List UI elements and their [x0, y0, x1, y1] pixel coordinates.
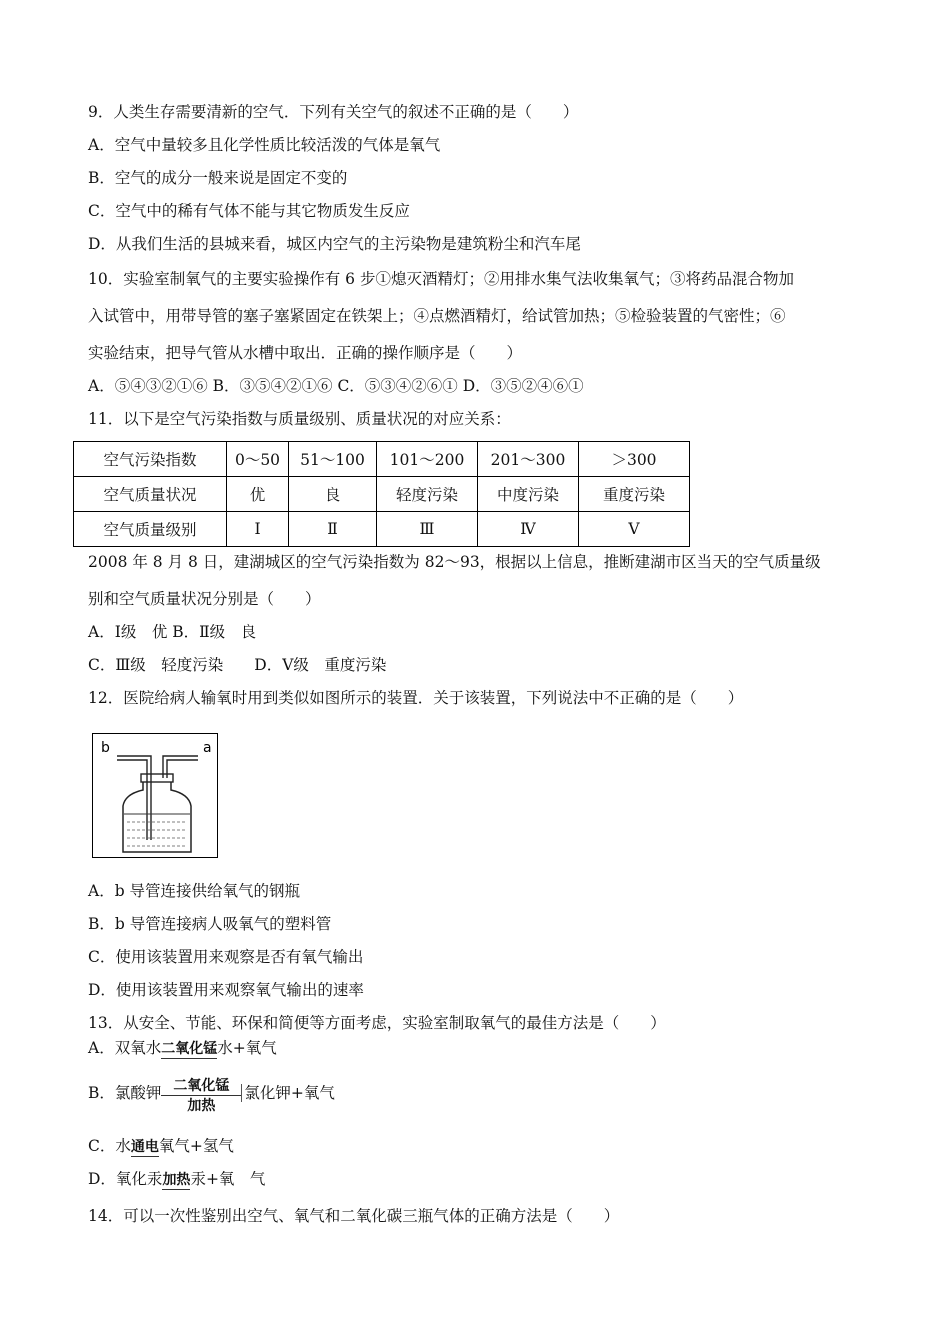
reactant: D．氧化汞 — [88, 1170, 163, 1188]
table-cell: Ⅳ — [478, 512, 579, 547]
table-cell: 良 — [289, 477, 377, 512]
q13-stem: 13．从安全、节能、环保和简便等方面考虑，实验室制取氧气的最佳方法是（ ） — [88, 1014, 666, 1032]
table-row — [74, 442, 690, 477]
q9-option-a: A．空气中量较多且化学性质比较活泼的气体是氧气 — [88, 136, 441, 154]
reaction-arrow — [162, 1172, 190, 1190]
table-cell: Ⅴ — [579, 512, 690, 547]
table-cell: Ⅰ — [227, 512, 289, 547]
reaction-arrow — [161, 1078, 241, 1114]
q11-after-line-2: 别和空气质量状况分别是（ ） — [88, 590, 321, 608]
table-cell: 重度污染 — [579, 477, 690, 512]
q11-after-line-1: 2008 年 8 月 8 日，建湖城区的空气污染指数为 82～93，根据以上信息，推断建湖市区当天的空气质量级 — [88, 553, 821, 571]
table-cell: 空气质量级别 — [74, 512, 227, 547]
table-cell: Ⅱ — [289, 512, 377, 547]
q11-option-ab: A．Ⅰ级 优 B．Ⅱ级 良 — [88, 623, 257, 641]
table-row — [74, 477, 690, 512]
q12-option-a: A．b 导管连接供给氧气的钢瓶 — [88, 882, 301, 900]
q13-option-a — [88, 1037, 277, 1059]
gas-washing-bottle-figure — [92, 733, 218, 858]
reaction-condition: 二氧化锰 — [173, 1078, 230, 1094]
table-cell: Ⅲ — [377, 512, 478, 547]
q13-option-b — [88, 1078, 335, 1114]
q9-option-c: C．空气中的稀有气体不能与其它物质发生反应 — [88, 202, 410, 220]
q12-option-b: B．b 导管连接病人吸氧气的塑料管 — [88, 915, 332, 933]
q11-option-cd: C．Ⅲ级 轻度污染 D．Ⅴ级 重度污染 — [88, 656, 387, 674]
label-a: a — [203, 740, 212, 756]
q10-stem-line-2: 入试管中，用带导管的塞子塞紧固定在铁架上；④点燃酒精灯，给试管加热；⑤检验装置的气密性；⑥ — [88, 307, 786, 325]
gas-washing-bottle-diagram — [93, 734, 217, 857]
reactant: C．水 — [88, 1137, 131, 1155]
q9-option-d: D．从我们生活的县城来看，城区内空气的主污染物是建筑粉尘和汽车尾 — [88, 235, 581, 253]
product: 汞+氧 气 — [190, 1170, 266, 1188]
reaction-condition: 加热 — [162, 1172, 191, 1188]
product: 水+氧气 — [217, 1039, 277, 1057]
q9-option-b: B．空气的成分一般来说是固定不变的 — [88, 169, 348, 187]
q10-options: A．⑤④③②①⑥ B．③⑤④②①⑥ C．⑤③④②⑥① D．③⑤②④⑥① — [88, 377, 584, 395]
q14-stem: 14．可以一次性鉴别出空气、氧气和二氧化碳三瓶气体的正确方法是（ ） — [88, 1207, 620, 1225]
table-cell: 空气污染指数 — [74, 442, 227, 477]
air-quality-table — [73, 441, 690, 547]
table-row — [74, 512, 690, 547]
product: 氧气+氢气 — [158, 1137, 234, 1155]
table-cell: 优 — [227, 477, 289, 512]
q9-stem: 9．人类生存需要清新的空气．下列有关空气的叙述不正确的是（ ） — [88, 103, 579, 121]
table-cell: 101～200 — [377, 442, 478, 477]
product: 氯化钾+氧气 — [241, 1084, 335, 1102]
q12-option-d: D．使用该装置用来观察氧气输出的速率 — [88, 981, 364, 999]
table-cell: 0～50 — [227, 442, 289, 477]
label-b: b — [101, 740, 110, 756]
table-cell: 中度污染 — [478, 477, 579, 512]
table-cell: 轻度污染 — [377, 477, 478, 512]
q13-option-d — [88, 1168, 265, 1190]
reactant: B．氯酸钾 — [88, 1084, 162, 1102]
table-cell: 51～100 — [289, 442, 377, 477]
reactant: A．双氧水 — [88, 1039, 162, 1057]
reaction-arrow — [161, 1041, 217, 1059]
q12-stem: 12．医院给病人输氧时用到类似如图所示的装置．关于该装置，下列说法中不正确的是（ ） — [88, 689, 744, 707]
table-cell: 空气质量状况 — [74, 477, 227, 512]
reaction-condition: 二氧化锰 — [161, 1041, 218, 1057]
reaction-condition: 通电 — [130, 1139, 159, 1155]
reaction-condition-below: 加热 — [187, 1098, 216, 1114]
reaction-arrow — [131, 1139, 159, 1157]
q11-stem: 11．以下是空气污染指数与质量级别、质量状况的对应关系： — [88, 410, 511, 428]
table-cell: 201～300 — [478, 442, 579, 477]
table-cell: ＞300 — [579, 442, 690, 477]
q10-stem-line-1: 10．实验室制氧气的主要实验操作有 6 步①熄灭酒精灯；②用排水集气法收集氧气；③将药品混合物加 — [88, 270, 794, 288]
q13-option-c — [88, 1135, 234, 1157]
q10-stem-line-3: 实验结束，把导气管从水槽中取出．正确的操作顺序是（ ） — [88, 344, 523, 362]
q12-option-c: C．使用该装置用来观察是否有氧气输出 — [88, 948, 364, 966]
